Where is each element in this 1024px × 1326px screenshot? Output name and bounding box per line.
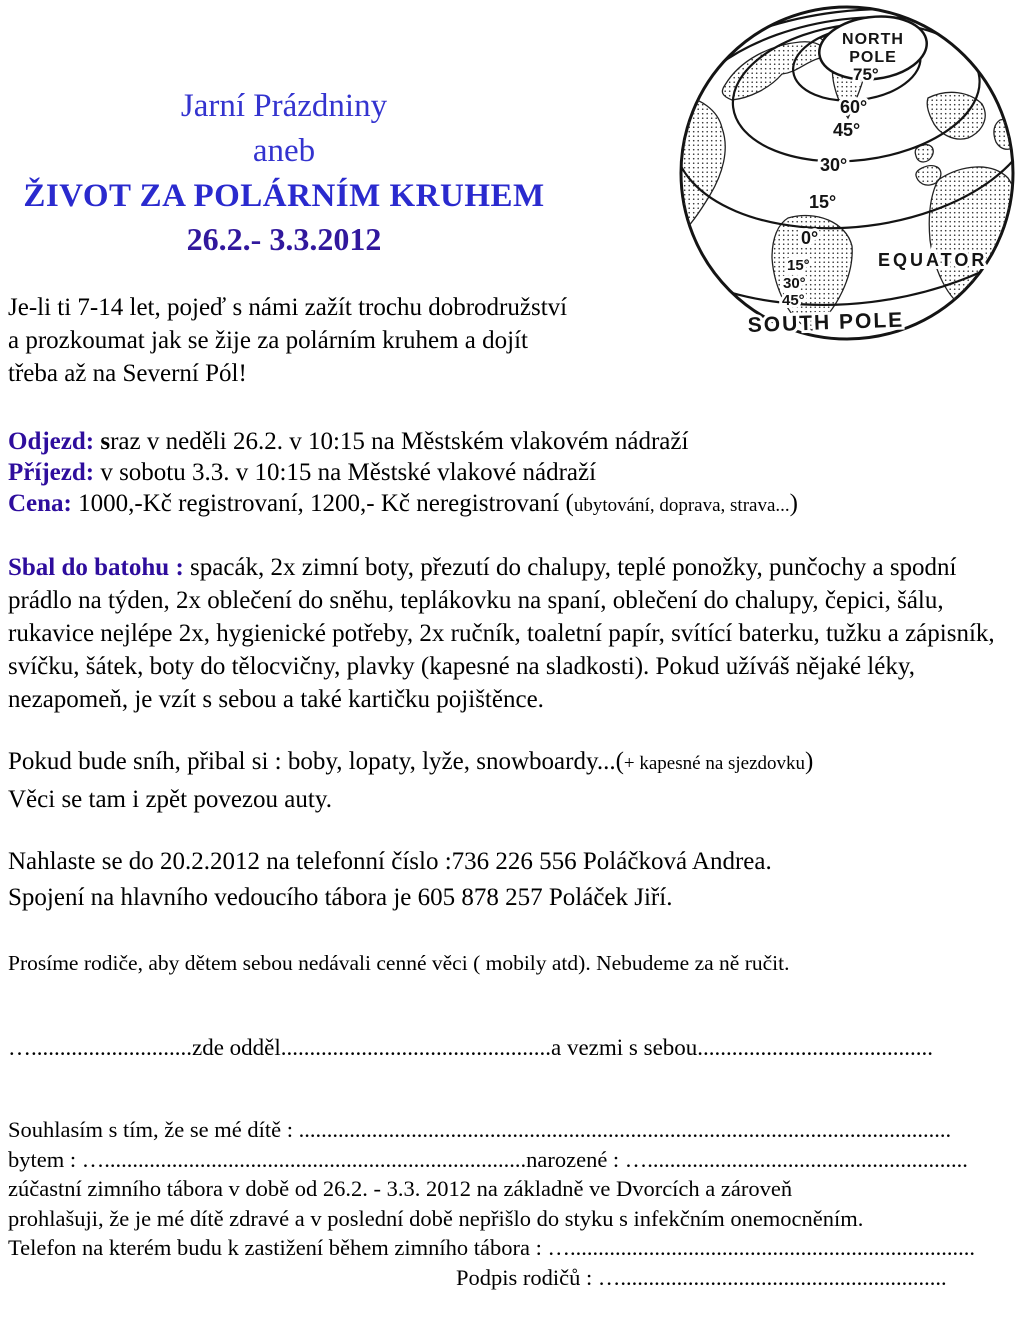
snow-line-2: Věci se tam i zpět povezou auty. bbox=[8, 786, 332, 813]
price-close-paren: ) bbox=[789, 490, 798, 517]
arrival-line bbox=[8, 457, 1024, 488]
snow-main-text: Pokud bude sníh, přibal si : boby, lopaty, lyže, snowboardy...( bbox=[8, 748, 624, 775]
departure-bold-s: s bbox=[100, 428, 111, 455]
snow-small-text: + kapesné na sjezdovku bbox=[623, 753, 806, 774]
consent-form bbox=[8, 1115, 1018, 1292]
intro-line-2: a prozkoumat jak se žije za polárním kruhem a dojít bbox=[8, 327, 528, 354]
form-health-line: prohlašuji, že je mé dítě zdravé a v poslední době nepřišlo do styku s infekčním onemocněním. bbox=[8, 1205, 864, 1231]
price-label: Cena: bbox=[8, 490, 72, 517]
globe-label-30s: 30° bbox=[783, 275, 806, 292]
globe-label-equator: EQUATOR bbox=[878, 250, 988, 270]
arrival-text: v sobotu 3.3. v 10:15 na Městské vlakové nádraží bbox=[100, 459, 597, 486]
globe-label-75: 75° bbox=[853, 65, 879, 84]
snow-close-paren: ) bbox=[805, 748, 814, 775]
globe-label-30: 30° bbox=[820, 155, 848, 175]
packing-paragraph bbox=[8, 551, 1013, 716]
details-block bbox=[8, 426, 1024, 521]
packing-label: Sbal do batohu : bbox=[8, 554, 184, 581]
title-line-1: Jarní Prázdniny bbox=[180, 88, 388, 124]
contact-paragraph bbox=[8, 844, 1024, 916]
arrival-label: Příjezd: bbox=[8, 459, 95, 486]
globe-label-north-1: NORTH bbox=[842, 31, 904, 48]
snow-line-1 bbox=[8, 744, 1024, 782]
intro-line-1: Je-li ti 7-14 let, pojeď s námi zažít trochu dobrodružství bbox=[8, 294, 568, 321]
valuables-note: Prosíme rodiče, aby dětem sebou nedávali cenné věci ( mobily atd). Nebudeme za ně ručit. bbox=[8, 951, 790, 975]
title-line-2: aneb bbox=[252, 133, 316, 169]
title-block bbox=[8, 0, 560, 261]
title-line-3: ŽIVOT ZA POLÁRNÍM KRUHEM bbox=[23, 178, 545, 214]
price-line bbox=[8, 488, 1024, 521]
globe-illustration bbox=[670, 0, 1022, 346]
intro-line-3: třeba až na Severní Pól! bbox=[8, 360, 247, 387]
form-signature-line: Podpis rodičů : ….......................................................... bbox=[456, 1264, 947, 1290]
form-address-birth-line: bytem : …...........................................................................narozené : …......................................................... bbox=[8, 1146, 968, 1172]
globe-label-60: 60° bbox=[840, 97, 868, 117]
contact-line-2: Spojení na hlavního vedoucího tábora je 605 878 257 Poláček Jiří. bbox=[8, 884, 673, 911]
form-child-name-line: Souhlasím s tím, že se mé dítě : .................................................................................................................... bbox=[8, 1117, 952, 1142]
globe-label-15: 15° bbox=[809, 192, 837, 212]
packing-text: spacák, 2x zimní boty, přezutí do chalupy, teplé ponožky, punčochy a spodní prádlo na týden, 2x oblečení do sněhu, teplákovku na spaní, oblečení do chalupy, čepici, šálu, rukavice nejlépe 2x, hygienické potřeby, 2x ručník, toaletní papír, svítící baterku, tužku a zápisník, svíčku, šátek, boty do tělocvičny, plavky (kapesné na sladkosti). Pokud užíváš nějaké léky, nezapomeň, je vzít s sebou a také kartičku pojištěnce. bbox=[8, 554, 995, 713]
form-participation-line: zúčastní zimního tábora v době od 26.2. - 3.3. 2012 na základně ve Dvorcích a zároveň bbox=[8, 1176, 793, 1201]
title-date: 26.2.- 3.3.2012 bbox=[186, 221, 382, 257]
form-phone-line: Telefon na kterém budu k zastižení během zimního tábora : …........................................................................ bbox=[8, 1235, 975, 1260]
departure-line bbox=[8, 426, 1024, 457]
globe-label-0: 0° bbox=[801, 228, 819, 248]
departure-label: Odjezd: bbox=[8, 428, 95, 455]
globe-label-15s: 15° bbox=[787, 257, 810, 274]
departure-text: raz v neděli 26.2. v 10:15 na Městském vlakovém nádraží bbox=[110, 428, 689, 455]
price-text: 1000,-Kč registrovaní, 1200,- Kč neregistrovaní ( bbox=[78, 490, 574, 517]
contact-line-1: Nahlaste se do 20.2.2012 na telefonní číslo :736 226 556 Poláčková Andrea. bbox=[8, 848, 772, 875]
globe-label-45s: 45° bbox=[782, 292, 805, 309]
globe-label-south: SOUTH POLE bbox=[747, 308, 905, 337]
cut-here-line: …............................zde odděl...............................................a vezmi s sebou......................................... bbox=[8, 1035, 934, 1060]
snow-paragraph bbox=[8, 744, 1024, 818]
price-small-text: ubytování, doprava, strava... bbox=[573, 495, 790, 516]
globe-label-north-2: POLE bbox=[849, 49, 897, 66]
globe-label-45: 45° bbox=[833, 120, 861, 140]
